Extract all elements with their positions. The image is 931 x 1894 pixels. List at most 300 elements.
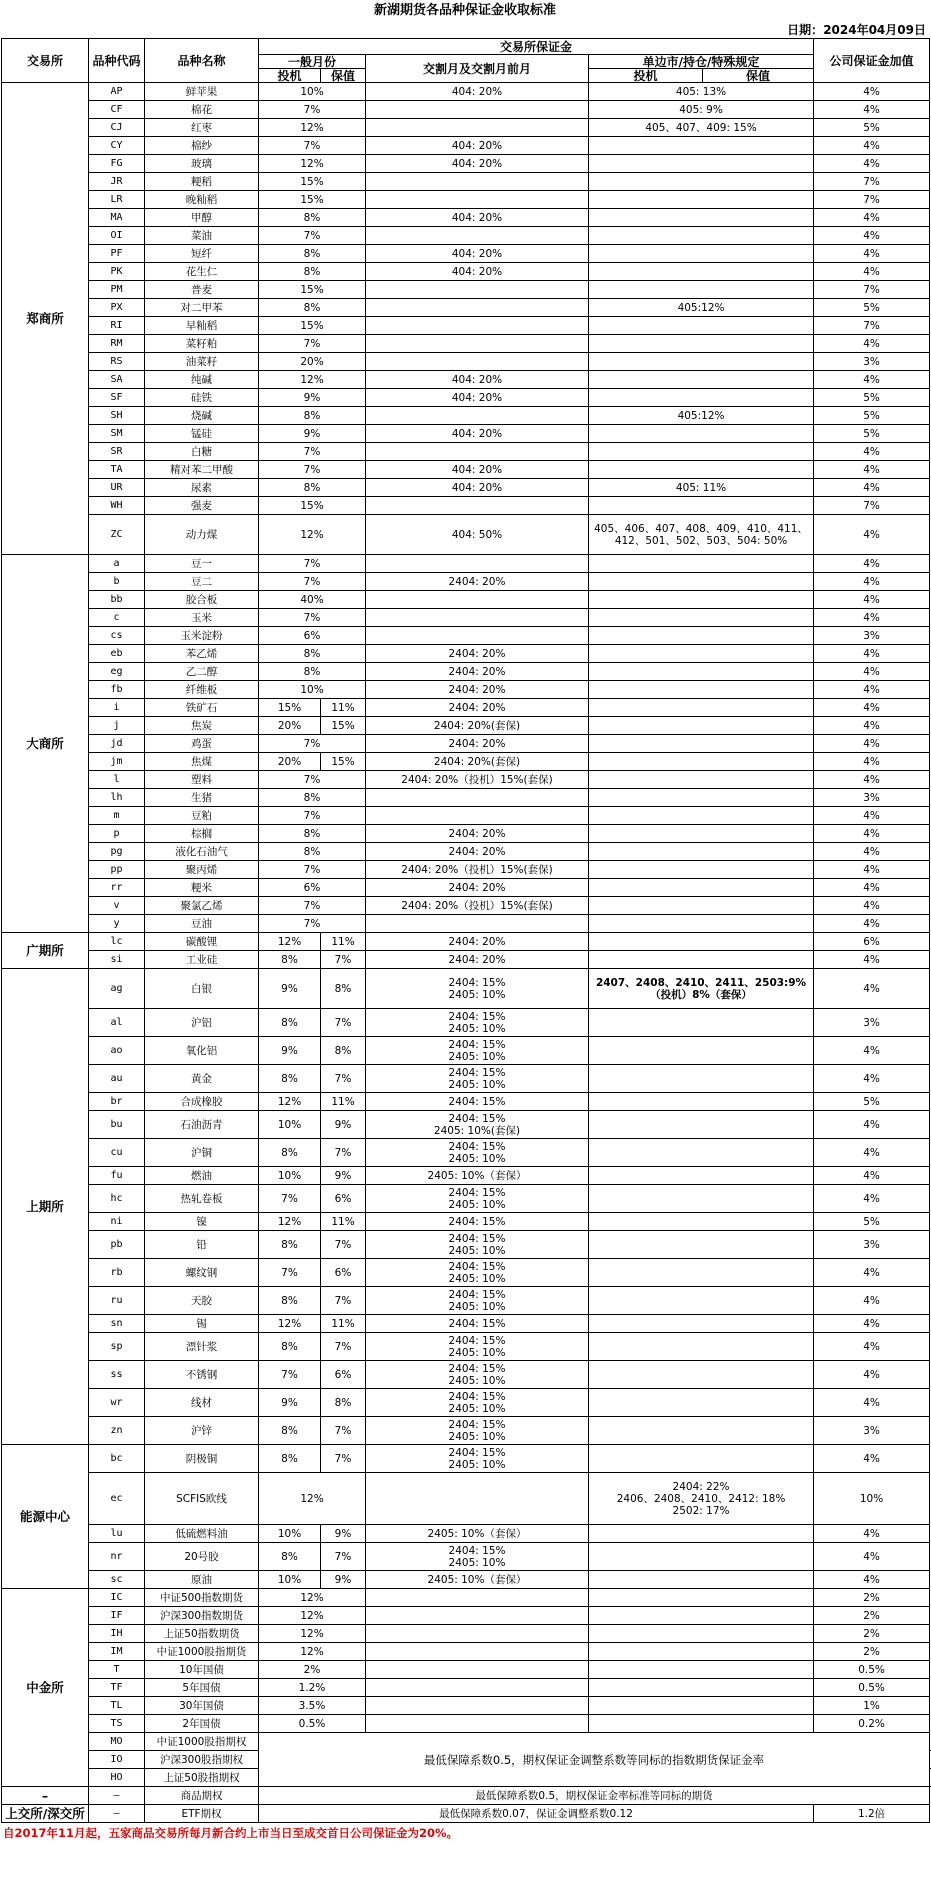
code-cell: RI (89, 317, 145, 335)
spec-margin-cell: 7% (259, 1185, 321, 1213)
general-margin-cell: 3.5% (259, 1697, 366, 1715)
table-row (2, 825, 930, 843)
code-cell: AP (89, 83, 145, 101)
company-add-cell: 4% (814, 1111, 930, 1139)
header-special-spec: 投机 (589, 69, 703, 83)
code-cell: v (89, 897, 145, 915)
company-add-cell: 4% (814, 1361, 930, 1389)
special-margin-cell (589, 1111, 814, 1139)
company-add-cell: 4% (814, 1287, 930, 1315)
special-margin-cell (589, 951, 814, 969)
company-add-cell: 4% (814, 1525, 930, 1543)
spec-margin-cell: 10% (259, 1167, 321, 1185)
special-margin-cell (589, 1697, 814, 1715)
code-cell: CY (89, 137, 145, 155)
delivery-margin-cell: 2404: 20% (366, 699, 589, 717)
table-row (2, 1661, 930, 1679)
table-row (2, 389, 930, 407)
delivery-margin-cell: 404: 20% (366, 425, 589, 443)
table-row (2, 1111, 930, 1139)
general-margin-cell: 12% (259, 1473, 366, 1525)
company-add-cell: 10% (814, 1473, 930, 1525)
special-margin-cell (589, 1715, 814, 1733)
code-cell: jd (89, 735, 145, 753)
company-add-cell: 5% (814, 1093, 930, 1111)
delivery-margin-cell: 404: 20% (366, 479, 589, 497)
delivery-margin-cell: 404: 50% (366, 515, 589, 555)
company-add-cell: 4% (814, 915, 930, 933)
code-cell: LR (89, 191, 145, 209)
delivery-margin-cell: 2404: 15% (366, 1315, 589, 1333)
delivery-margin-cell: 404: 20% (366, 137, 589, 155)
name-cell: 鸡蛋 (145, 735, 259, 753)
hedge-margin-cell: 9% (321, 1525, 366, 1543)
code-cell: SM (89, 425, 145, 443)
exchange-cell: 上期所 (2, 969, 89, 1445)
spec-margin-cell: 8% (259, 1333, 321, 1361)
table-row (2, 407, 930, 425)
table-row (2, 515, 930, 555)
table-row (2, 573, 930, 591)
spec-margin-cell: 8% (259, 1417, 321, 1445)
hedge-margin-cell: 8% (321, 1389, 366, 1417)
company-add-cell: 4% (814, 591, 930, 609)
code-cell: OI (89, 227, 145, 245)
delivery-margin-cell (366, 335, 589, 353)
table-row (2, 371, 930, 389)
code-cell: RM (89, 335, 145, 353)
company-add-cell: 4% (814, 951, 930, 969)
delivery-margin-cell: 2404: 15% 2405: 10% (366, 1287, 589, 1315)
hedge-margin-cell: 11% (321, 1213, 366, 1231)
hedge-margin-cell: 7% (321, 951, 366, 969)
header-code: 品种代码 (89, 39, 145, 83)
name-cell: 烧碱 (145, 407, 259, 425)
special-margin-cell (589, 371, 814, 389)
delivery-margin-cell (366, 1715, 589, 1733)
delivery-margin-cell: 2404: 20% (366, 843, 589, 861)
company-add-cell: 4% (814, 371, 930, 389)
company-add-cell: 4% (814, 969, 930, 1009)
delivery-margin-cell: 404: 20% (366, 155, 589, 173)
table-row (2, 735, 930, 753)
code-cell: lc (89, 933, 145, 951)
code-cell: nr (89, 1543, 145, 1571)
company-add-cell: 4% (814, 1167, 930, 1185)
delivery-margin-cell (366, 1661, 589, 1679)
special-margin-cell (589, 173, 814, 191)
delivery-margin-cell (366, 1607, 589, 1625)
name-cell: 镍 (145, 1213, 259, 1231)
company-add-cell: 7% (814, 317, 930, 335)
table-row (2, 1589, 930, 1607)
company-add-cell: 4% (814, 1037, 930, 1065)
special-margin-cell (589, 353, 814, 371)
special-margin-cell (589, 591, 814, 609)
name-cell: 粳米 (145, 879, 259, 897)
name-cell: 沪深300指数期货 (145, 1607, 259, 1625)
company-add-cell: 4% (814, 645, 930, 663)
delivery-margin-cell: 2404: 15% 2405: 10% (366, 1009, 589, 1037)
footer-note: 自2017年11月起，五家商品交易所每月新合约上市当日至成交首日公司保证金为20%。 (3, 1826, 459, 1840)
code-cell: ru (89, 1287, 145, 1315)
name-cell: 不锈钢 (145, 1361, 259, 1389)
general-margin-cell: 40% (259, 591, 366, 609)
table-row (2, 209, 930, 227)
general-margin-cell: 8% (259, 479, 366, 497)
code-cell: eg (89, 663, 145, 681)
special-margin-cell: 405:12% (589, 299, 814, 317)
delivery-margin-cell: 2404: 15% (366, 1093, 589, 1111)
name-cell: 花生仁 (145, 263, 259, 281)
table-row (2, 1287, 930, 1315)
name-cell: 10年国债 (145, 1661, 259, 1679)
code-cell: jm (89, 753, 145, 771)
header-name: 品种名称 (145, 39, 259, 83)
name-cell: 短纤 (145, 245, 259, 263)
delivery-margin-cell (366, 915, 589, 933)
table-row (2, 101, 930, 119)
delivery-margin-cell (366, 591, 589, 609)
delivery-margin-cell (366, 1643, 589, 1661)
hedge-margin-cell: 9% (321, 1167, 366, 1185)
delivery-margin-cell (366, 443, 589, 461)
company-add-cell: 3% (814, 627, 930, 645)
name-cell: 合成橡胶 (145, 1093, 259, 1111)
table-row (2, 555, 930, 573)
delivery-margin-cell (366, 407, 589, 425)
code-cell: UR (89, 479, 145, 497)
company-add-cell: 4% (814, 335, 930, 353)
table-row (2, 299, 930, 317)
table-row (2, 1167, 930, 1185)
code-cell: FG (89, 155, 145, 173)
delivery-margin-cell: 2404: 20% (366, 735, 589, 753)
company-add-cell: 5% (814, 299, 930, 317)
name-cell: 中证1000股指期权 (145, 1733, 259, 1751)
code-cell: – (89, 1805, 145, 1823)
code-cell: fu (89, 1167, 145, 1185)
company-add-cell: 5% (814, 407, 930, 425)
table-row (2, 591, 930, 609)
table-row (2, 1473, 930, 1525)
code-cell: HO (89, 1769, 145, 1787)
spec-margin-cell: 9% (259, 1037, 321, 1065)
special-margin-cell (589, 879, 814, 897)
company-add-cell: 4% (814, 663, 930, 681)
delivery-margin-cell: 2404: 20% (366, 573, 589, 591)
delivery-margin-cell: 2405: 10%（套保） (366, 1525, 589, 1543)
table-row (2, 1787, 930, 1805)
name-cell: 菜籽粕 (145, 335, 259, 353)
company-add-cell: 4% (814, 573, 930, 591)
special-margin-cell: 405: 9% (589, 101, 814, 119)
name-cell: 商品期权 (145, 1787, 259, 1805)
company-add-cell: 4% (814, 681, 930, 699)
special-margin-cell (589, 933, 814, 951)
name-cell: 氧化铝 (145, 1037, 259, 1065)
name-cell: 硅铁 (145, 389, 259, 407)
code-cell: i (89, 699, 145, 717)
general-margin-cell: 2% (259, 1661, 366, 1679)
spec-margin-cell: 20% (259, 753, 321, 771)
general-margin-cell: 12% (259, 1607, 366, 1625)
table-row (2, 951, 930, 969)
code-cell: br (89, 1093, 145, 1111)
name-cell: 聚丙烯 (145, 861, 259, 879)
delivery-margin-cell (366, 353, 589, 371)
table-row (2, 717, 930, 735)
code-cell: SH (89, 407, 145, 425)
code-cell: wr (89, 1389, 145, 1417)
code-cell: ao (89, 1037, 145, 1065)
special-margin-cell (589, 915, 814, 933)
code-cell: si (89, 951, 145, 969)
code-cell: PK (89, 263, 145, 281)
company-add-cell: 0.5% (814, 1661, 930, 1679)
exchange-cell: 上交所/深交所 (2, 1805, 89, 1823)
header-general: 一般月份 (259, 55, 366, 69)
general-margin-cell: 8% (259, 209, 366, 227)
company-add-cell: 4% (814, 699, 930, 717)
code-cell: cu (89, 1139, 145, 1167)
code-cell: fb (89, 681, 145, 699)
company-add-cell: 4% (814, 83, 930, 101)
special-margin-cell (589, 735, 814, 753)
company-add-cell: 4% (814, 443, 930, 461)
delivery-margin-cell (366, 1697, 589, 1715)
company-add-cell: 4% (814, 843, 930, 861)
name-cell: 精对苯二甲酸 (145, 461, 259, 479)
code-cell: ni (89, 1213, 145, 1231)
code-cell: SR (89, 443, 145, 461)
name-cell: 生猪 (145, 789, 259, 807)
table-row (2, 119, 930, 137)
delivery-margin-cell (366, 1473, 589, 1525)
special-margin-cell (589, 699, 814, 717)
spec-margin-cell: 15% (259, 699, 321, 717)
hedge-margin-cell: 7% (321, 1139, 366, 1167)
company-add-cell: 4% (814, 1445, 930, 1473)
table-row (2, 191, 930, 209)
option-note-cell: 最低保障系数0.5，期权保证金调整系数等同标的指数期货保证金率 (259, 1733, 930, 1787)
table-row (2, 1607, 930, 1625)
special-margin-cell: 405: 11% (589, 479, 814, 497)
company-add-cell: 4% (814, 479, 930, 497)
exchange-cell: 能源中心 (2, 1445, 89, 1589)
name-cell: 中证1000股指期货 (145, 1643, 259, 1661)
table-row (2, 1065, 930, 1093)
company-add-cell: 5% (814, 119, 930, 137)
name-cell: 菜油 (145, 227, 259, 245)
hedge-margin-cell: 11% (321, 1315, 366, 1333)
delivery-margin-cell: 404: 20% (366, 461, 589, 479)
code-cell: IH (89, 1625, 145, 1643)
hedge-margin-cell: 9% (321, 1111, 366, 1139)
name-cell: 2年国债 (145, 1715, 259, 1733)
general-margin-cell: 12% (259, 1643, 366, 1661)
code-cell: bb (89, 591, 145, 609)
code-cell: TL (89, 1697, 145, 1715)
table-row (2, 1259, 930, 1287)
delivery-margin-cell: 404: 20% (366, 389, 589, 407)
hedge-margin-cell: 7% (321, 1009, 366, 1037)
name-cell: 豆二 (145, 573, 259, 591)
spec-margin-cell: 12% (259, 1315, 321, 1333)
name-cell: 动力煤 (145, 515, 259, 555)
general-margin-cell: 15% (259, 317, 366, 335)
company-add-cell: 7% (814, 191, 930, 209)
delivery-margin-cell: 2404: 15% (366, 1213, 589, 1231)
special-margin-cell (589, 1589, 814, 1607)
special-margin-cell: 405、406、407、408、409、410、411、412、501、502、503、504: 50% (589, 515, 814, 555)
code-cell: y (89, 915, 145, 933)
delivery-margin-cell: 2404: 15% 2405: 10% (366, 1543, 589, 1571)
delivery-margin-cell (366, 1679, 589, 1697)
delivery-margin-cell: 2404: 20%（投机）15%(套保) (366, 771, 589, 789)
general-margin-cell: 7% (259, 335, 366, 353)
delivery-margin-cell: 2404: 20% (366, 825, 589, 843)
table-row (2, 173, 930, 191)
header-spec: 投机 (259, 69, 321, 83)
general-margin-cell: 8% (259, 843, 366, 861)
special-margin-cell (589, 771, 814, 789)
table-row (2, 1389, 930, 1417)
code-cell: MA (89, 209, 145, 227)
delivery-margin-cell (366, 119, 589, 137)
delivery-margin-cell (366, 101, 589, 119)
table-row (2, 1361, 930, 1389)
company-add-cell: 4% (814, 245, 930, 263)
header-hedge: 保值 (321, 69, 366, 83)
table-row (2, 497, 930, 515)
table-row (2, 245, 930, 263)
spec-margin-cell: 8% (259, 951, 321, 969)
general-margin-cell: 7% (259, 137, 366, 155)
delivery-margin-cell: 2404: 15% 2405: 10% (366, 1065, 589, 1093)
spec-margin-cell: 8% (259, 1543, 321, 1571)
wide-note-cell: 最低保障系数0.5，期权保证金率标准等同标的期货 (259, 1787, 930, 1805)
name-cell: 黄金 (145, 1065, 259, 1093)
code-cell: RS (89, 353, 145, 371)
table-row (2, 789, 930, 807)
name-cell: 沪铜 (145, 1139, 259, 1167)
delivery-margin-cell: 2404: 20% (366, 645, 589, 663)
code-cell: WH (89, 497, 145, 515)
special-margin-cell (589, 1643, 814, 1661)
name-cell: 工业硅 (145, 951, 259, 969)
name-cell: 锰硅 (145, 425, 259, 443)
special-margin-cell (589, 137, 814, 155)
code-cell: b (89, 573, 145, 591)
general-margin-cell: 9% (259, 425, 366, 443)
company-add-cell: 1% (814, 1697, 930, 1715)
code-cell: au (89, 1065, 145, 1093)
code-cell: ag (89, 969, 145, 1009)
margin-table (1, 38, 930, 1823)
company-add-cell: 3% (814, 789, 930, 807)
special-margin-cell (589, 1361, 814, 1389)
company-add-cell: 7% (814, 281, 930, 299)
special-margin-cell (589, 627, 814, 645)
company-add-cell: 4% (814, 735, 930, 753)
general-margin-cell: 10% (259, 681, 366, 699)
table-row (2, 699, 930, 717)
special-margin-cell (589, 681, 814, 699)
special-margin-cell (589, 1065, 814, 1093)
code-cell: pp (89, 861, 145, 879)
special-margin-cell (589, 1259, 814, 1287)
code-cell: pb (89, 1231, 145, 1259)
general-margin-cell: 7% (259, 461, 366, 479)
spec-margin-cell: 20% (259, 717, 321, 735)
name-cell: 20号胶 (145, 1543, 259, 1571)
delivery-margin-cell (366, 191, 589, 209)
general-margin-cell: 8% (259, 263, 366, 281)
delivery-margin-cell (366, 173, 589, 191)
hedge-margin-cell: 6% (321, 1361, 366, 1389)
name-cell: 塑料 (145, 771, 259, 789)
code-cell: IF (89, 1607, 145, 1625)
code-cell: p (89, 825, 145, 843)
table-row (2, 879, 930, 897)
name-cell: 玻璃 (145, 155, 259, 173)
name-cell: 粳稻 (145, 173, 259, 191)
name-cell: 胶合板 (145, 591, 259, 609)
code-cell: T (89, 1661, 145, 1679)
table-row (2, 807, 930, 825)
general-margin-cell: 8% (259, 299, 366, 317)
table-row (2, 443, 930, 461)
name-cell: 液化石油气 (145, 843, 259, 861)
company-add-cell: 2% (814, 1607, 930, 1625)
delivery-margin-cell: 2404: 20% (366, 951, 589, 969)
special-margin-cell (589, 1543, 814, 1571)
special-margin-cell (589, 425, 814, 443)
code-cell: sc (89, 1571, 145, 1589)
delivery-margin-cell: 2404: 15% 2405: 10% (366, 1037, 589, 1065)
table-row (2, 861, 930, 879)
general-margin-cell: 12% (259, 371, 366, 389)
company-add-cell: 1.2倍 (814, 1805, 930, 1823)
company-add-cell: 4% (814, 101, 930, 119)
name-cell: 热轧卷板 (145, 1185, 259, 1213)
hedge-margin-cell: 15% (321, 753, 366, 771)
general-margin-cell: 6% (259, 627, 366, 645)
spec-margin-cell: 12% (259, 1093, 321, 1111)
special-margin-cell (589, 1139, 814, 1167)
hedge-margin-cell: 7% (321, 1417, 366, 1445)
special-margin-cell (589, 897, 814, 915)
table-row (2, 843, 930, 861)
general-margin-cell: 7% (259, 609, 366, 627)
delivery-margin-cell: 2404: 15% 2405: 10% (366, 1445, 589, 1473)
name-cell: 天胶 (145, 1287, 259, 1315)
code-cell: IC (89, 1589, 145, 1607)
company-add-cell: 3% (814, 1417, 930, 1445)
company-add-cell: 4% (814, 263, 930, 281)
name-cell: 铁矿石 (145, 699, 259, 717)
general-margin-cell: 7% (259, 915, 366, 933)
company-add-cell: 4% (814, 897, 930, 915)
delivery-margin-cell: 404: 20% (366, 209, 589, 227)
table-row (2, 1037, 930, 1065)
sheet-date: 日期：2024年04月09日 (787, 23, 926, 37)
name-cell: 苯乙烯 (145, 645, 259, 663)
general-margin-cell: 1.2% (259, 1679, 366, 1697)
hedge-margin-cell: 11% (321, 699, 366, 717)
special-margin-cell (589, 609, 814, 627)
